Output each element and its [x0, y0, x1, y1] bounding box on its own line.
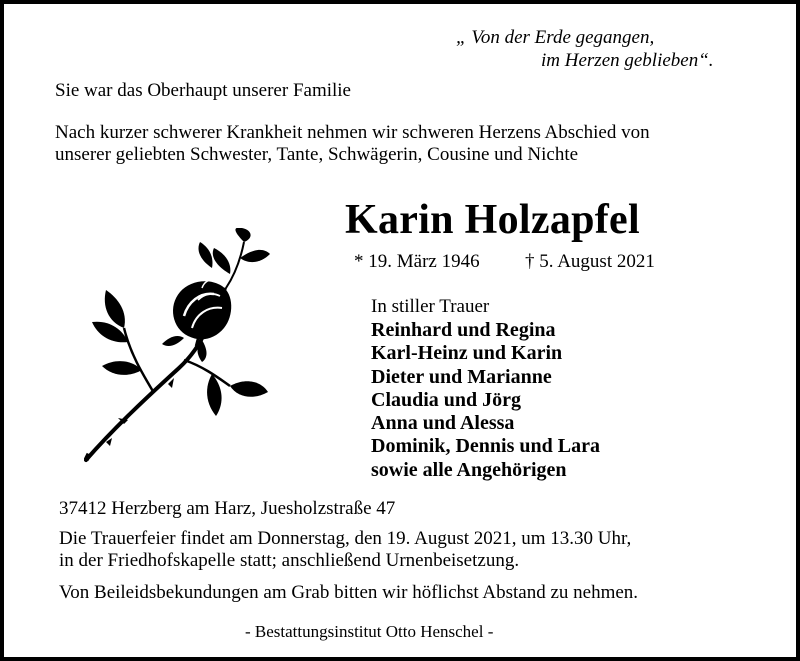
deceased-name: Karin Holzapfel [345, 197, 640, 243]
mourner-name: Reinhard und Regina [371, 319, 556, 341]
announcement-line-2: unserer geliebten Schwester, Tante, Schwägerin, Cousine und Nichte [55, 144, 579, 165]
condolence-note: Von Beileidsbekundungen am Grab bitten wir höflichst Abstand zu nehmen. [59, 582, 639, 603]
birth-date: * 19. März 1946 [354, 251, 480, 272]
mourner-name: sowie alle Angehörigen [371, 458, 567, 481]
mourner-name: Anna und Alessa [371, 412, 515, 435]
mourner-name: Claudia und Jörg [371, 388, 522, 411]
funeral-line-2: in der Friedhofskapelle statt; anschließend Urnenbeisetzung. [59, 550, 520, 571]
mourner-name: Dieter und Marianne [371, 365, 552, 388]
rose-icon [84, 228, 274, 473]
mourner-name: Karl-Heinz und Karin [371, 342, 563, 365]
death-date: † 5. August 2021 [525, 251, 655, 272]
intro-text: Sie war das Oberhaupt unserer Familie [55, 80, 351, 101]
mourners-list [371, 319, 600, 482]
mourner-name: Dominik, Dennis und Lara [371, 435, 600, 458]
undertaker-signature: - Bestattungsinstitut Otto Henschel - [245, 622, 494, 641]
announcement-line-1: Nach kurzer schwerer Krankheit nehmen wir schweren Herzens Abschied von [55, 122, 650, 143]
address-line: 37412 Herzberg am Harz, Juesholzstraße 47 [59, 498, 396, 519]
funeral-line-1: Die Trauerfeier findet am Donnerstag, den 19. August 2021, um 13.30 Uhr, [59, 528, 632, 549]
mourners-intro: In stiller Trauer [371, 296, 490, 317]
quote-line-2: im Herzen geblieben“. [541, 50, 714, 71]
quote-line-1: „ Von der Erde gegangen, [456, 27, 655, 48]
